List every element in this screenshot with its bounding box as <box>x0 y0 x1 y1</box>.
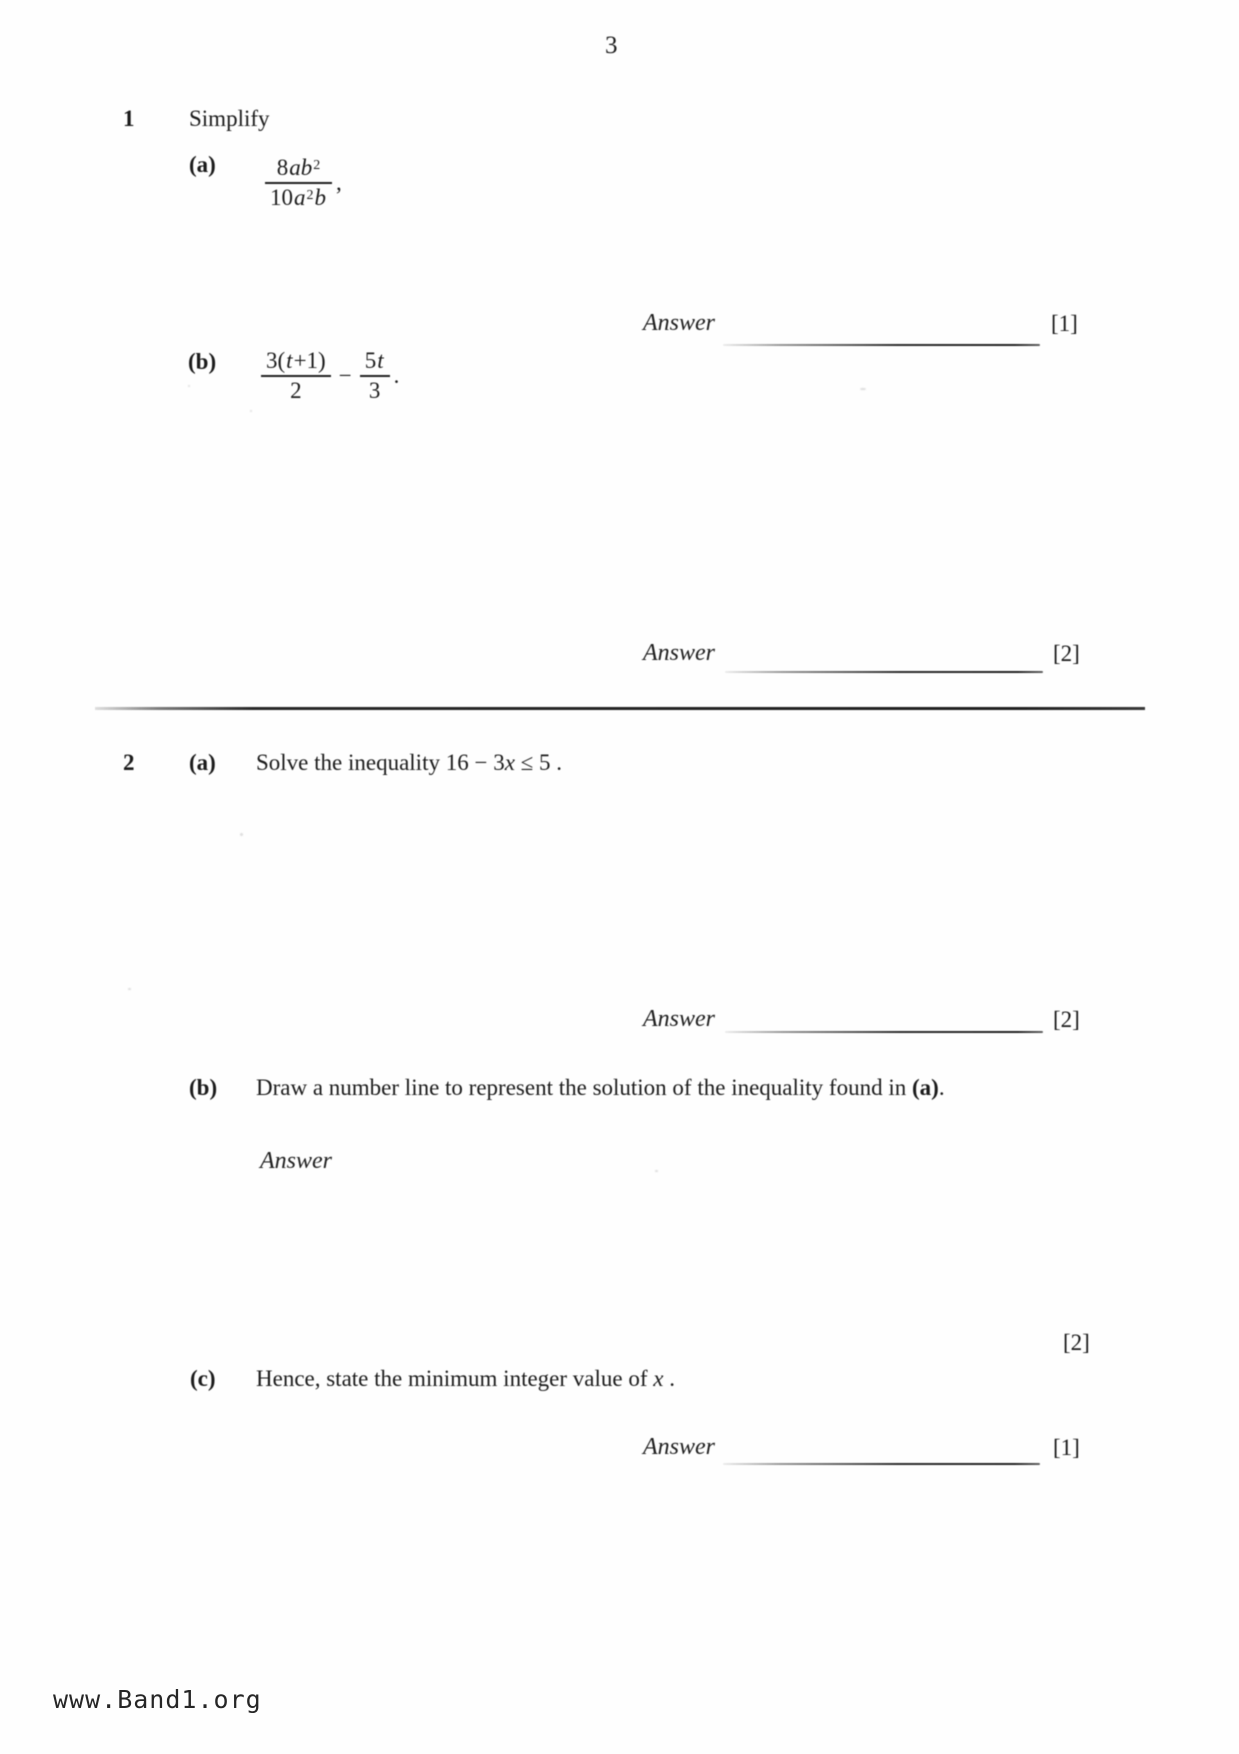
fraction-1a-numerator: $8ab^2$ <box>276 155 321 180</box>
answer-label-1a: Answer <box>643 310 715 336</box>
question-2a-label: (a) <box>189 750 216 775</box>
marks-2a: [2] <box>1053 1007 1080 1032</box>
variable-x: x <box>653 1366 664 1391</box>
question-divider-line <box>95 707 1145 710</box>
answer-line-1b <box>725 671 1043 673</box>
question-2a-text: Solve the inequality 16 − 3x ≤ 5 . <box>256 750 563 775</box>
question-1-number: 1 <box>123 106 135 131</box>
answer-label-2b: Answer <box>260 1148 332 1174</box>
fraction-1b-second <box>360 349 390 403</box>
scan-speck <box>860 388 866 390</box>
minus-operator: − <box>338 363 352 389</box>
question-2-number: 2 <box>123 750 135 775</box>
fraction-1b-first <box>261 349 331 403</box>
marks-1b: [2] <box>1053 641 1080 666</box>
question-1a-label: (a) <box>189 152 216 177</box>
scan-speck <box>240 833 243 836</box>
question-2b-label: (b) <box>189 1075 218 1100</box>
marks-2c: [1] <box>1053 1435 1080 1460</box>
answer-line-2c <box>723 1463 1040 1465</box>
answer-label-2a: Answer <box>643 1006 715 1032</box>
question-1a-expression <box>265 156 342 210</box>
part-a-reference: (a) <box>911 1075 939 1100</box>
fraction-1a <box>265 156 332 210</box>
question-2c-text: Hence, state the minimum integer value of x . <box>256 1366 675 1391</box>
scan-speck <box>128 988 131 990</box>
question-1-title: Simplify <box>189 106 270 131</box>
question-2b-text: Draw a number line to represent the solution of the inequality found in (a). <box>256 1075 945 1100</box>
question-1b-label: (b) <box>188 349 217 374</box>
marks-2b: [2] <box>1063 1330 1090 1355</box>
fraction-1b-first-numerator: 3(t+1) <box>266 348 326 373</box>
expression-1b-period: . <box>393 363 400 389</box>
expression-1a-comma: , <box>336 170 342 196</box>
fraction-1b-second-numerator: 5t <box>364 348 384 373</box>
answer-line-2a <box>725 1031 1043 1033</box>
answer-label-1b: Answer <box>643 640 715 666</box>
variable-x: x <box>504 750 515 775</box>
fraction-1a-denominator: $10a^2b$ <box>265 182 332 210</box>
marks-1a: [1] <box>1051 311 1078 336</box>
watermark-text: www.Band1.org <box>53 1685 262 1714</box>
scan-speck <box>655 1170 658 1172</box>
question-1b-expression <box>261 349 399 403</box>
answer-line-1a <box>723 344 1040 346</box>
question-2c-label: (c) <box>190 1366 216 1391</box>
page-number: 3 <box>605 32 618 59</box>
scan-speck <box>188 385 190 387</box>
answer-label-2c: Answer <box>643 1434 715 1460</box>
scan-speck <box>250 410 252 412</box>
fraction-1b-first-denominator: 2 <box>261 375 331 403</box>
fraction-1b-second-denominator: 3 <box>360 375 390 403</box>
